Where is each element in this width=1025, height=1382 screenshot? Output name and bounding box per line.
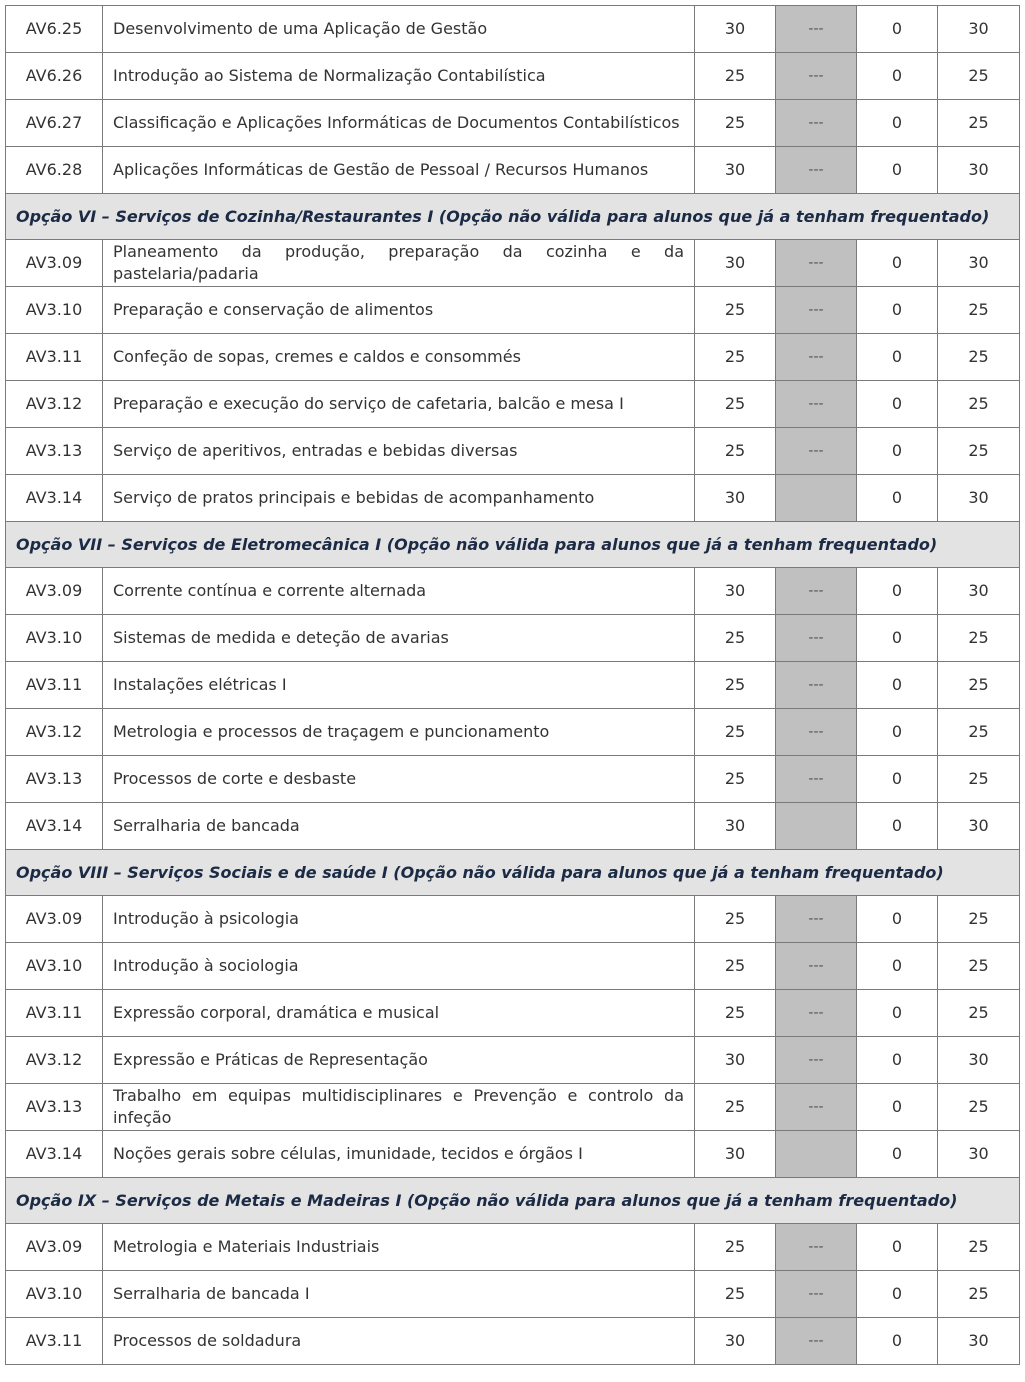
- hours-cell: 25: [695, 1084, 776, 1131]
- module-code-cell: AV6.26: [6, 53, 103, 100]
- total-hours-cell: 25: [938, 615, 1020, 662]
- module-code-cell: AV6.27: [6, 100, 103, 147]
- table-row: [6, 287, 1020, 334]
- section-header-row: [6, 194, 1020, 240]
- module-description-cell: Metrologia e Materiais Industriais: [103, 1224, 695, 1271]
- total-hours-cell: 25: [938, 334, 1020, 381]
- hours-cell: 25: [695, 381, 776, 428]
- module-code-cell: AV6.28: [6, 147, 103, 194]
- module-code-cell: AV3.11: [6, 334, 103, 381]
- module-description-cell: Sistemas de medida e deteção de avarias: [103, 615, 695, 662]
- hours-cell: 30: [695, 568, 776, 615]
- module-code-cell: AV3.13: [6, 428, 103, 475]
- total-hours-cell: 30: [938, 6, 1020, 53]
- table-row: [6, 428, 1020, 475]
- module-description-cell: Serralharia de bancada: [103, 803, 695, 850]
- hours-cell: 25: [695, 662, 776, 709]
- module-code-cell: AV3.09: [6, 240, 103, 287]
- table-row: [6, 475, 1020, 522]
- table-row: [6, 990, 1020, 1037]
- hours-cell: 30: [695, 240, 776, 287]
- module-description-cell: Instalações elétricas I: [103, 662, 695, 709]
- hours-cell: 30: [695, 803, 776, 850]
- hours-cell: 30: [695, 475, 776, 522]
- hours-cell: 0: [857, 287, 938, 334]
- hours-cell: 30: [695, 6, 776, 53]
- hours-cell: 0: [857, 240, 938, 287]
- hours-cell: 0: [857, 381, 938, 428]
- module-description-cell: Serviço de aperitivos, entradas e bebidas diversas: [103, 428, 695, 475]
- section-title: Opção IX – Serviços de Metais e Madeiras I (Opção não válida para alunos que já a tenham frequentado): [6, 1178, 1020, 1224]
- total-hours-cell: 25: [938, 287, 1020, 334]
- total-hours-cell: 25: [938, 662, 1020, 709]
- total-hours-cell: 30: [938, 1318, 1020, 1365]
- total-hours-cell: 25: [938, 943, 1020, 990]
- hours-cell: 30: [695, 1037, 776, 1084]
- hours-cell: 25: [695, 100, 776, 147]
- module-description-cell: Processos de soldadura: [103, 1318, 695, 1365]
- module-code-cell: AV3.13: [6, 756, 103, 803]
- hours-cell: 0: [857, 756, 938, 803]
- module-description-cell: Corrente contínua e corrente alternada: [103, 568, 695, 615]
- shaded-hours-cell: ---: [776, 334, 857, 381]
- total-hours-cell: 25: [938, 381, 1020, 428]
- hours-cell: 0: [857, 1037, 938, 1084]
- total-hours-cell: 25: [938, 53, 1020, 100]
- section-header-row: [6, 522, 1020, 568]
- total-hours-cell: 25: [938, 428, 1020, 475]
- module-code-cell: AV3.11: [6, 990, 103, 1037]
- module-description-cell: Introdução à sociologia: [103, 943, 695, 990]
- hours-cell: 30: [695, 1318, 776, 1365]
- module-description-cell: Noções gerais sobre células, imunidade, tecidos e órgãos I: [103, 1131, 695, 1178]
- shaded-hours-cell: [776, 803, 857, 850]
- hours-cell: 25: [695, 287, 776, 334]
- total-hours-cell: 30: [938, 803, 1020, 850]
- shaded-hours-cell: ---: [776, 756, 857, 803]
- module-description-cell: Trabalho em equipas multidisciplinares e Prevenção e controlo da infeção: [103, 1084, 695, 1131]
- table-row: [6, 334, 1020, 381]
- module-code-cell: AV3.14: [6, 1131, 103, 1178]
- shaded-hours-cell: ---: [776, 990, 857, 1037]
- shaded-hours-cell: ---: [776, 1224, 857, 1271]
- module-description-cell: Desenvolvimento de uma Aplicação de Gestão: [103, 6, 695, 53]
- module-description-cell: Processos de corte e desbaste: [103, 756, 695, 803]
- table-row: [6, 147, 1020, 194]
- hours-cell: 25: [695, 53, 776, 100]
- hours-cell: 0: [857, 896, 938, 943]
- modules-table: [5, 5, 1020, 1365]
- hours-cell: 30: [695, 1131, 776, 1178]
- module-code-cell: AV6.25: [6, 6, 103, 53]
- module-code-cell: AV3.09: [6, 1224, 103, 1271]
- total-hours-cell: 25: [938, 100, 1020, 147]
- module-description-cell: Serralharia de bancada I: [103, 1271, 695, 1318]
- module-description-cell: Confeção de sopas, cremes e caldos e consommés: [103, 334, 695, 381]
- hours-cell: 25: [695, 990, 776, 1037]
- hours-cell: 0: [857, 1131, 938, 1178]
- total-hours-cell: 30: [938, 1037, 1020, 1084]
- hours-cell: 30: [695, 147, 776, 194]
- module-code-cell: AV3.10: [6, 1271, 103, 1318]
- hours-cell: 25: [695, 1224, 776, 1271]
- shaded-hours-cell: ---: [776, 100, 857, 147]
- module-code-cell: AV3.12: [6, 381, 103, 428]
- shaded-hours-cell: ---: [776, 287, 857, 334]
- shaded-hours-cell: ---: [776, 568, 857, 615]
- hours-cell: 25: [695, 896, 776, 943]
- module-description-cell: Metrologia e processos de traçagem e puncionamento: [103, 709, 695, 756]
- hours-cell: 0: [857, 334, 938, 381]
- module-description-cell: Preparação e conservação de alimentos: [103, 287, 695, 334]
- shaded-hours-cell: ---: [776, 1084, 857, 1131]
- table-row: [6, 1271, 1020, 1318]
- table-row: [6, 615, 1020, 662]
- table-row: [6, 1224, 1020, 1271]
- section-header-row: [6, 850, 1020, 896]
- shaded-hours-cell: ---: [776, 709, 857, 756]
- hours-cell: 0: [857, 803, 938, 850]
- table-row: [6, 803, 1020, 850]
- table-row: [6, 1037, 1020, 1084]
- total-hours-cell: 25: [938, 1084, 1020, 1131]
- hours-cell: 0: [857, 568, 938, 615]
- section-header-row: [6, 1178, 1020, 1224]
- table-row: [6, 943, 1020, 990]
- module-code-cell: AV3.10: [6, 287, 103, 334]
- module-code-cell: AV3.13: [6, 1084, 103, 1131]
- hours-cell: 25: [695, 615, 776, 662]
- table-row: [6, 53, 1020, 100]
- module-code-cell: AV3.14: [6, 475, 103, 522]
- hours-cell: 0: [857, 943, 938, 990]
- hours-cell: 0: [857, 662, 938, 709]
- total-hours-cell: 25: [938, 709, 1020, 756]
- section-title: Opção VII – Serviços de Eletromecânica I (Opção não válida para alunos que já a tenham frequentado): [6, 522, 1020, 568]
- table-row: [6, 662, 1020, 709]
- module-code-cell: AV3.10: [6, 615, 103, 662]
- hours-cell: 25: [695, 943, 776, 990]
- section-title: Opção VI – Serviços de Cozinha/Restaurantes I (Opção não válida para alunos que já a tenham frequentado): [6, 194, 1020, 240]
- table-row: [6, 1084, 1020, 1131]
- module-code-cell: AV3.10: [6, 943, 103, 990]
- shaded-hours-cell: [776, 475, 857, 522]
- shaded-hours-cell: ---: [776, 53, 857, 100]
- table-row: [6, 1318, 1020, 1365]
- shaded-hours-cell: ---: [776, 1037, 857, 1084]
- module-description-cell: Preparação e execução do serviço de cafetaria, balcão e mesa I: [103, 381, 695, 428]
- hours-cell: 0: [857, 475, 938, 522]
- shaded-hours-cell: ---: [776, 6, 857, 53]
- hours-cell: 0: [857, 709, 938, 756]
- module-description-cell: Planeamento da produção, preparação da cozinha e da pastelaria/padaria: [103, 240, 695, 287]
- table-row: [6, 6, 1020, 53]
- table-row: [6, 381, 1020, 428]
- table-row: [6, 100, 1020, 147]
- shaded-hours-cell: ---: [776, 662, 857, 709]
- hours-cell: 0: [857, 6, 938, 53]
- hours-cell: 0: [857, 100, 938, 147]
- module-code-cell: AV3.11: [6, 1318, 103, 1365]
- table-row: [6, 568, 1020, 615]
- hours-cell: 0: [857, 147, 938, 194]
- module-description-cell: Aplicações Informáticas de Gestão de Pessoal / Recursos Humanos: [103, 147, 695, 194]
- module-code-cell: AV3.09: [6, 896, 103, 943]
- hours-cell: 25: [695, 709, 776, 756]
- total-hours-cell: 25: [938, 756, 1020, 803]
- shaded-hours-cell: ---: [776, 615, 857, 662]
- table-row: [6, 756, 1020, 803]
- shaded-hours-cell: ---: [776, 943, 857, 990]
- module-description-cell: Introdução ao Sistema de Normalização Contabilística: [103, 53, 695, 100]
- shaded-hours-cell: [776, 1131, 857, 1178]
- hours-cell: 0: [857, 428, 938, 475]
- modules-table-body: [6, 6, 1020, 1365]
- module-description-cell: Classificação e Aplicações Informáticas de Documentos Contabilísticos: [103, 100, 695, 147]
- shaded-hours-cell: ---: [776, 1318, 857, 1365]
- total-hours-cell: 25: [938, 1271, 1020, 1318]
- module-description-cell: Serviço de pratos principais e bebidas de acompanhamento: [103, 475, 695, 522]
- total-hours-cell: 25: [938, 1224, 1020, 1271]
- hours-cell: 0: [857, 1084, 938, 1131]
- shaded-hours-cell: ---: [776, 896, 857, 943]
- section-title: Opção VIII – Serviços Sociais e de saúde I (Opção não válida para alunos que já a tenham frequentado): [6, 850, 1020, 896]
- table-row: [6, 709, 1020, 756]
- shaded-hours-cell: ---: [776, 240, 857, 287]
- hours-cell: 0: [857, 990, 938, 1037]
- hours-cell: 25: [695, 334, 776, 381]
- total-hours-cell: 25: [938, 896, 1020, 943]
- module-code-cell: AV3.12: [6, 709, 103, 756]
- hours-cell: 0: [857, 1271, 938, 1318]
- module-code-cell: AV3.12: [6, 1037, 103, 1084]
- hours-cell: 0: [857, 615, 938, 662]
- module-description-cell: Expressão e Práticas de Representação: [103, 1037, 695, 1084]
- hours-cell: 0: [857, 1224, 938, 1271]
- table-row: [6, 1131, 1020, 1178]
- table-row: [6, 896, 1020, 943]
- module-code-cell: AV3.14: [6, 803, 103, 850]
- module-code-cell: AV3.09: [6, 568, 103, 615]
- hours-cell: 25: [695, 428, 776, 475]
- shaded-hours-cell: ---: [776, 147, 857, 194]
- total-hours-cell: 30: [938, 240, 1020, 287]
- shaded-hours-cell: ---: [776, 428, 857, 475]
- hours-cell: 0: [857, 1318, 938, 1365]
- total-hours-cell: 30: [938, 147, 1020, 194]
- shaded-hours-cell: ---: [776, 381, 857, 428]
- module-description-cell: Introdução à psicologia: [103, 896, 695, 943]
- hours-cell: 25: [695, 756, 776, 803]
- module-description-cell: Expressão corporal, dramática e musical: [103, 990, 695, 1037]
- total-hours-cell: 30: [938, 475, 1020, 522]
- shaded-hours-cell: ---: [776, 1271, 857, 1318]
- total-hours-cell: 30: [938, 568, 1020, 615]
- hours-cell: 25: [695, 1271, 776, 1318]
- total-hours-cell: 30: [938, 1131, 1020, 1178]
- module-code-cell: AV3.11: [6, 662, 103, 709]
- table-row: [6, 240, 1020, 287]
- hours-cell: 0: [857, 53, 938, 100]
- total-hours-cell: 25: [938, 990, 1020, 1037]
